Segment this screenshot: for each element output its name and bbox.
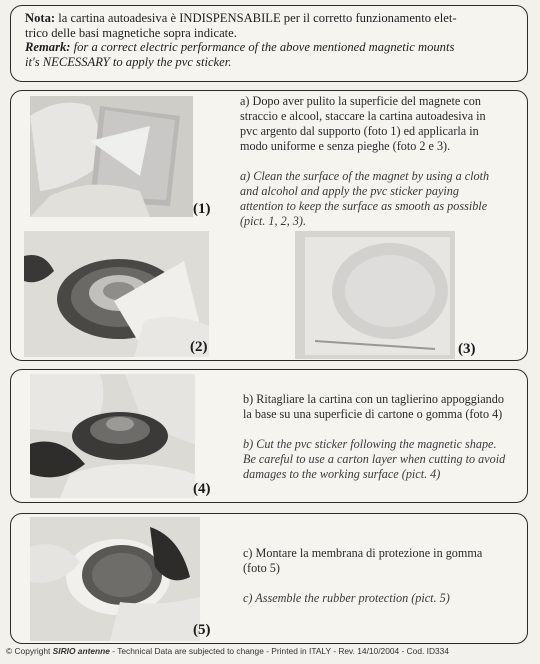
photo-3 <box>295 231 455 359</box>
nota-text-2: trico delle basi magnetiche sopra indicate. <box>25 25 237 40</box>
nota-line-1 <box>25 11 513 26</box>
step-c-italian-text <box>243 546 482 576</box>
remark-line-2 <box>25 55 513 70</box>
remark-label: Remark: <box>25 40 71 54</box>
photo-5 <box>30 517 200 641</box>
photo-1 <box>30 96 193 217</box>
step-b-it-line: la base su una superficie di cartone o gomma (foto 4) <box>243 407 503 421</box>
footer-rest: - Technical Data are subjected to change - Printed in ITALY - Rev. 14/10/2004 - Cod. ID334 <box>109 646 449 656</box>
step-c-it-line: c) Montare la membrana di protezione in gomma <box>243 546 483 560</box>
footer-copyright: © Copyright <box>6 646 53 656</box>
step-b-en-line: damages to the working surface (pict. 4) <box>243 467 441 481</box>
step-b-english-text <box>243 437 505 482</box>
step-c-english-text <box>243 591 450 606</box>
footer <box>6 646 534 656</box>
note-box <box>10 5 528 82</box>
nota-label: Nota: <box>25 11 56 25</box>
photo-1-label: (1) <box>193 201 211 217</box>
step-c-it-line: (foto 5) <box>243 561 280 575</box>
step-b-it-line: b) Ritagliare la cartina con un taglierino appoggiando <box>243 392 504 406</box>
nota-line-2 <box>25 26 513 41</box>
nota-text-1: la cartina autoadesiva è INDISPENSABILE per il corretto funzionamento elet- <box>55 11 457 25</box>
photo-3-label: (3) <box>458 341 476 357</box>
step-a-it-line: a) Dopo aver pulito la superficie del magnete con <box>240 94 481 108</box>
remark-text-2: it's NECESSARY to apply the pvc sticker. <box>25 54 232 69</box>
footer-brand: SIRIO antenne <box>52 646 110 656</box>
step-b-en-line: b) Cut the pvc sticker following the magnetic shape. <box>243 437 497 451</box>
step-a-en-line: attention to keep the surface as smooth as possible <box>240 199 488 213</box>
step-a-it-line: modo uniforme e senza pieghe (foto 2 e 3). <box>240 139 451 153</box>
step-a-english-text <box>240 169 489 229</box>
step-b-en-line: Be careful to use a carton layer when cutting to avoid <box>243 452 506 466</box>
step-c-en-line: c) Assemble the rubber protection (pict. 5) <box>243 591 450 605</box>
photo-4 <box>30 374 195 498</box>
step-b-italian-text <box>243 392 504 422</box>
step-a-it-line: pvc argento dal supporto (foto 1) ed applicarla in <box>240 124 479 138</box>
photo-4-label: (4) <box>193 481 211 497</box>
step-a-en-line: and alcohol and apply the pvc sticker paying <box>240 184 459 198</box>
remark-text-1: for a correct electric performance of the above mentioned magnetic mounts <box>70 40 455 54</box>
remark-line-1 <box>25 40 513 55</box>
step-a-italian-text <box>240 94 486 154</box>
photo-5-label: (5) <box>193 622 211 638</box>
step-a-en-line: a) Clean the surface of the magnet by using a cloth <box>240 169 490 183</box>
step-a-it-line: straccio e alcool, staccare la cartina autoadesiva in <box>240 109 486 123</box>
photo-2-label: (2) <box>190 339 208 355</box>
photo-2 <box>24 231 209 357</box>
step-a-en-line: (pict. 1, 2, 3). <box>240 214 307 228</box>
